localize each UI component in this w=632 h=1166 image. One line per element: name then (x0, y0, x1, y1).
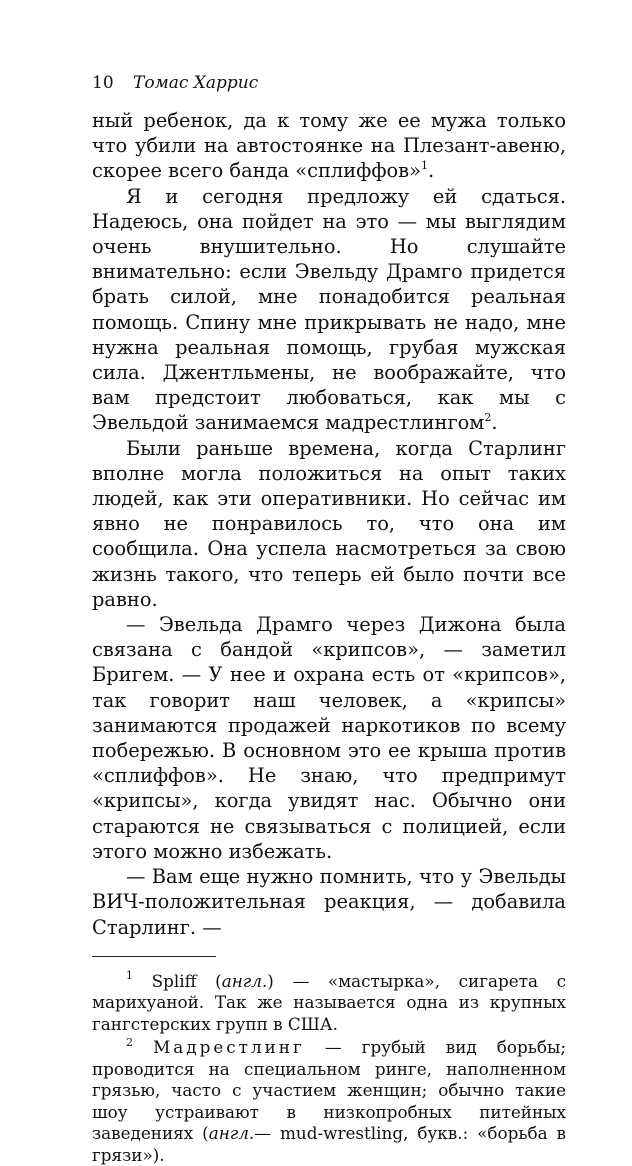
footnote-text: — грубый вид борьбы; проводится на специальном ринге, наполненном грязью, часто с участием женщин; обычно такие шоу устраивают в низкопробных питейных заведениях ( (92, 1037, 566, 1144)
paragraph-tail: . (491, 411, 498, 435)
paragraph (92, 108, 566, 184)
footnote-mark: 2 (126, 1035, 133, 1049)
page-number: 10 (92, 73, 114, 93)
footnote-2 (92, 1037, 566, 1166)
footnote-1: $^1$ Spliff (англ.) — «мастырка», сигарета с марихуаной. Так же называется одна из крупных гангстерских групп в США. (92, 969, 567, 1034)
paragraph-text: — Вам еще нужно помнить, что у Эвельды ВИЧ-положительная реакция, — добавила Старлинг. — (92, 865, 566, 939)
main-text (92, 108, 566, 940)
running-title: Томас Харрис (133, 73, 259, 93)
footnote-ref: 2 (484, 410, 492, 424)
footnote-text: — mud-wrestling, букв.: «борьба в грязи»). (92, 1123, 566, 1165)
footnote-lang: англ. (208, 1123, 255, 1144)
paragraph-text: Были раньше времена, когда Старлинг вполне могла положиться на опыт таких людей, как эти оперативники. Но сейчас им явно не понравилось то, что она им сообщила. Она успела насмотреться за свою жизнь такого, что теперь ей было почти все равно. (92, 436, 566, 611)
footnote-ref: 1 (420, 158, 428, 172)
paragraph (92, 436, 566, 612)
footnote-term: Мадрестлинг (153, 1037, 305, 1058)
paragraph (92, 612, 566, 864)
paragraph-text: ный ребенок, да к тому же ее мужа только что убили на автостоянке на Плезант-авеню, скорее всего банда «сплиффов» (92, 109, 566, 183)
paragraph (92, 184, 566, 436)
paragraph (92, 864, 566, 940)
footnote-term: Spliff (151, 970, 197, 991)
footnote-lang: англ. (221, 970, 268, 991)
paragraph-text: — Эвельда Драмго через Дижона была связана с бандой «крипсов», — заметил Бригем. — У нее и охрана есть от «крипсов», так говорит наш человек, а «крипсы» занимаются продажей наркотиков по всему побережью. В основном это ее крыша против «сплиффов». Не знаю, что предпримут «крипсы», когда увидят нас. Обычно они стараются не связываться с полицией, если этого можно избежать. (92, 613, 566, 863)
footnote-mark: 1 (126, 969, 133, 983)
footnote-text: — «мастырка», сигарета с марихуаной. Так же называется одна из крупных гангстерских групп в США. (92, 970, 567, 1034)
paragraph-text: Я и сегодня предложу ей сдаться. Надеюсь, она пойдет на это — мы выглядим очень внушительно. Но слушайте внимательно: если Эвельду Драмго придется брать силой, мне понадобится реальная помощь. Спину мне прикрывать не надо, мне нужна реальная помощь, грубая мужская сила. Джентльмены, не воображайте, что вам предстоит любоваться, как мы с Эвельдой занимаемся мадрестлингом (92, 184, 566, 435)
running-header (92, 72, 566, 108)
footnote-divider (92, 956, 216, 957)
paragraph-tail: . (427, 159, 435, 183)
